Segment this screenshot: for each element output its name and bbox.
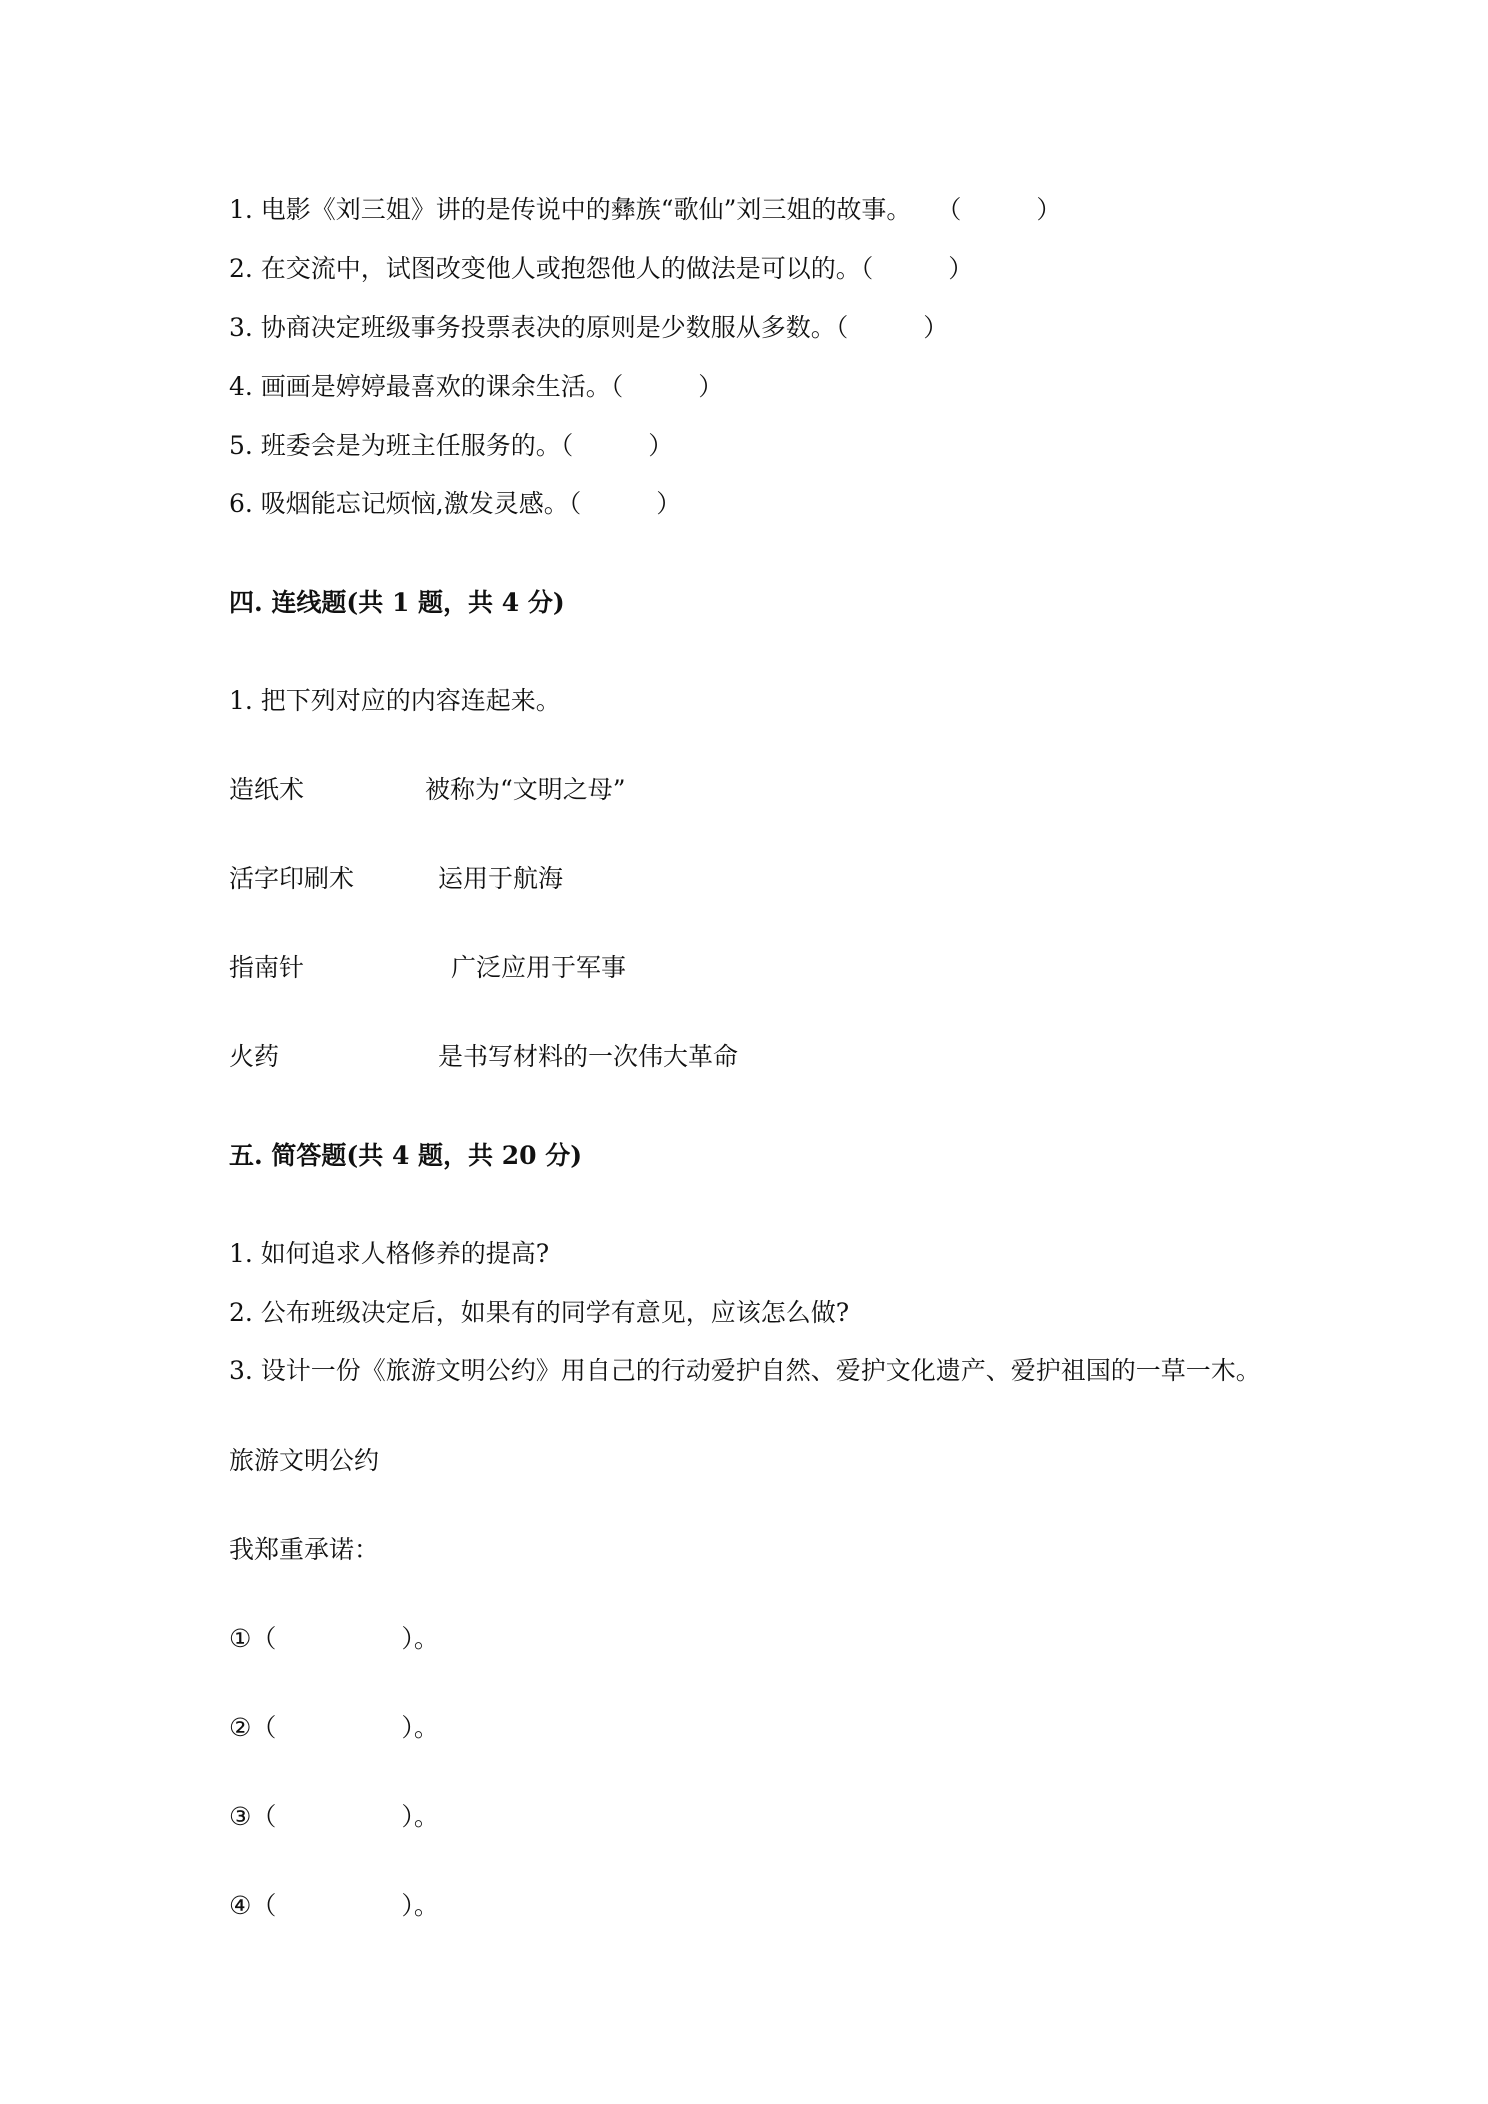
pledge-text: 我郑重承诺：	[229, 1535, 380, 1564]
pledge-blank-1: ①（ ）。	[229, 1624, 439, 1653]
matching-left-4: 火药	[229, 1042, 280, 1071]
judgment-item-1: 1. 电影《刘三姐》讲的是传说中的彝族“歌仙”刘三姐的故事。 （ ）	[229, 195, 1062, 224]
matching-left-2: 活字印刷术	[229, 864, 355, 893]
judgment-item-5: 5. 班委会是为班主任服务的。（ ）	[229, 431, 674, 460]
matching-left-3: 指南针	[229, 953, 305, 982]
matching-left-1: 造纸术	[229, 775, 305, 804]
convention-title: 旅游文明公约	[229, 1446, 380, 1475]
short-answer-3: 3. 设计一份《旅游文明公约》用自己的行动爱护自然、爱护文化遗产、爱护祖国的一草一木。	[229, 1356, 1261, 1385]
pledge-blank-2: ②（ ）。	[229, 1713, 439, 1742]
judgment-item-4: 4. 画画是婷婷最喜欢的课余生活。（ ）	[229, 372, 724, 401]
section-5-heading: 五. 简答题(共 4 题，共 20 分)	[229, 1141, 583, 1170]
pledge-blank-3: ③（ ）。	[229, 1802, 439, 1831]
matching-right-2: 运用于航海	[438, 864, 564, 893]
matching-right-3: 广泛应用于军事	[451, 953, 627, 982]
judgment-item-2: 2. 在交流中，试图改变他人或抱怨他人的做法是可以的。（ ）	[229, 254, 974, 283]
section-4-heading: 四. 连线题(共 1 题，共 4 分)	[229, 588, 565, 617]
pledge-blank-4: ④（ ）。	[229, 1891, 439, 1920]
short-answer-1: 1. 如何追求人格修养的提高?	[229, 1239, 550, 1268]
judgment-item-6: 6. 吸烟能忘记烦恼,激发灵感。（ ）	[229, 489, 682, 518]
matching-right-4: 是书写材料的一次伟大革命	[438, 1042, 739, 1071]
short-answer-2: 2. 公布班级决定后，如果有的同学有意见，应该怎么做?	[229, 1298, 850, 1327]
matching-right-1: 被称为“文明之母”	[425, 775, 626, 804]
matching-question: 1. 把下列对应的内容连起来。	[229, 686, 561, 715]
judgment-item-3: 3. 协商决定班级事务投票表决的原则是少数服从多数。（ ）	[229, 313, 949, 342]
